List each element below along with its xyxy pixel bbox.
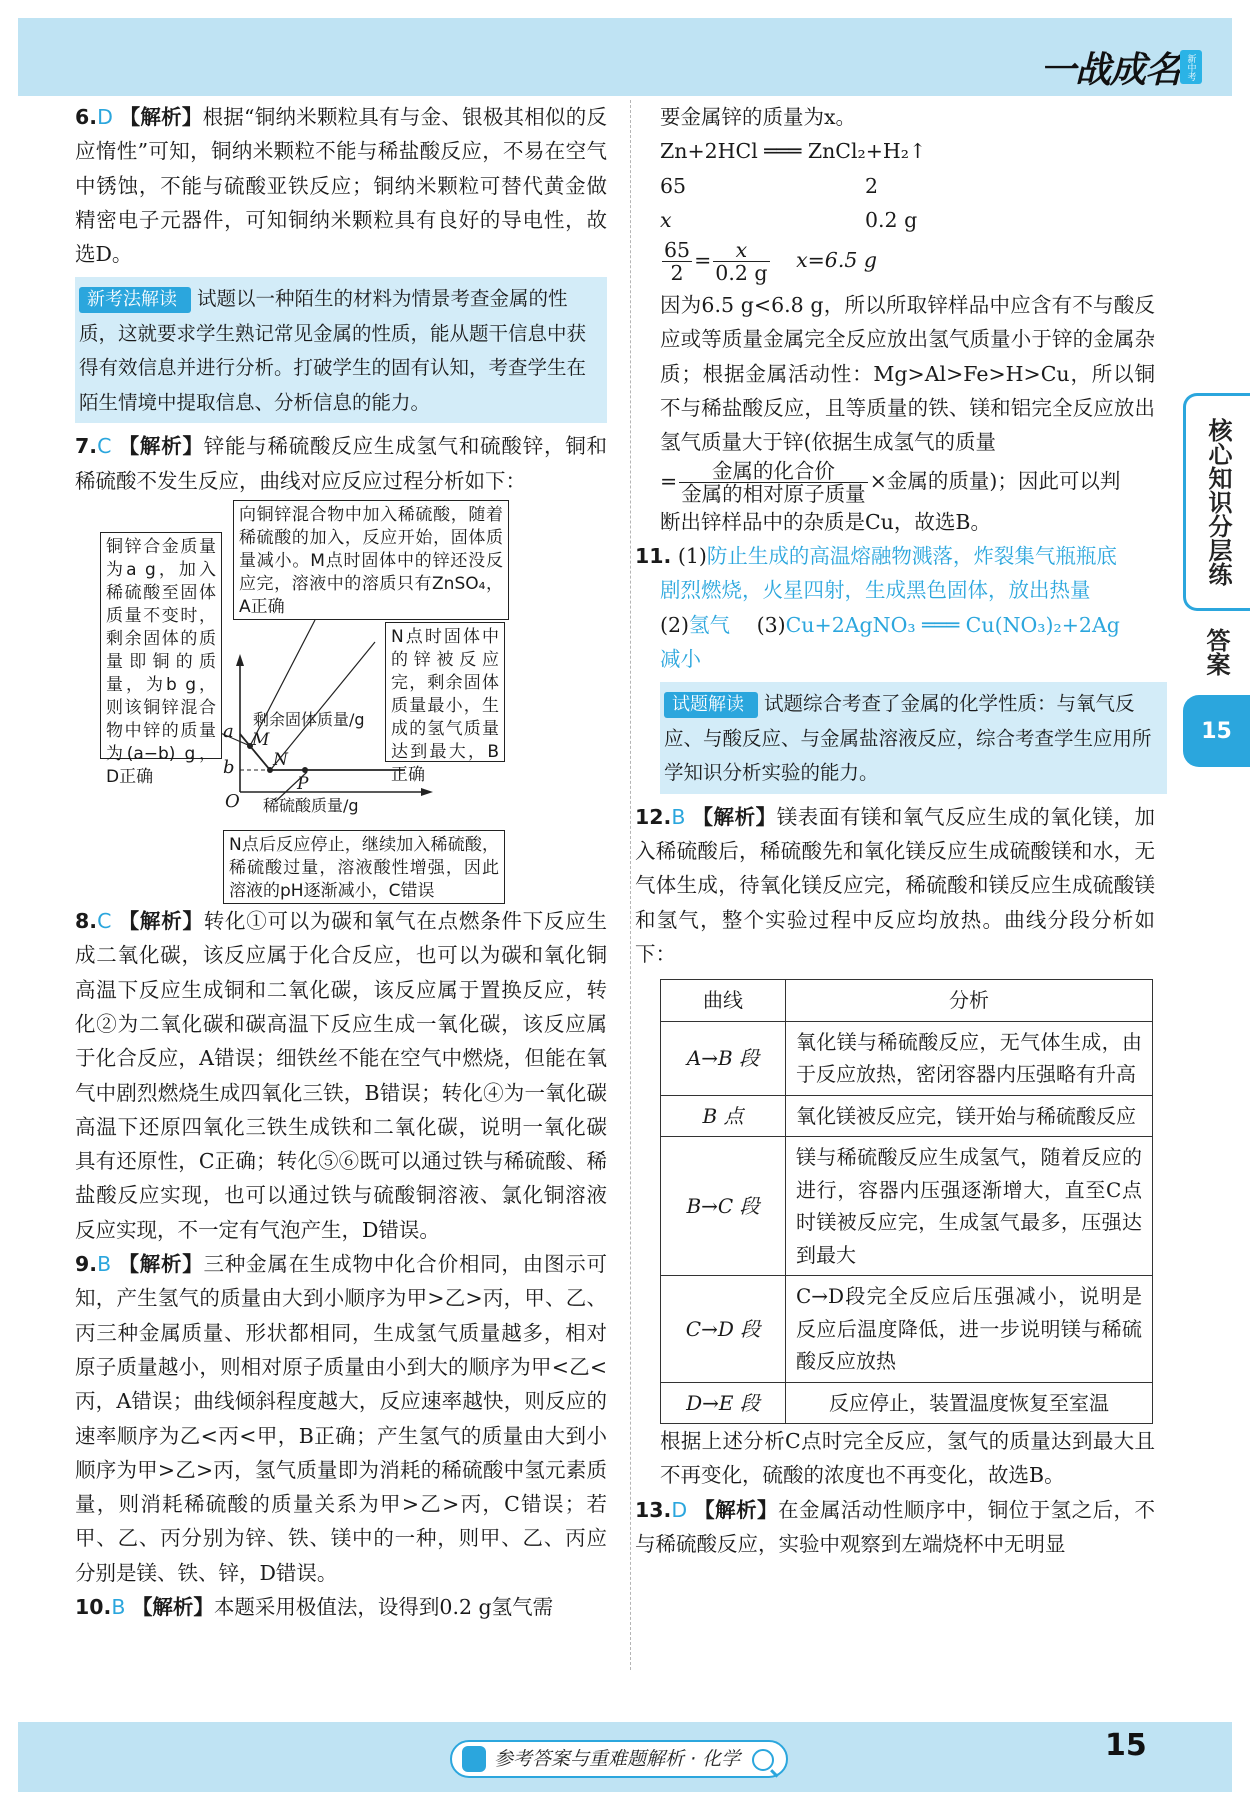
table-row: B→C 段 镁与稀硫酸反应生成氢气，随着反应的进行，容器内压强逐渐增大，直至C点时镁被反应完，生成氢气最多，压强达到最大 xyxy=(661,1137,1153,1276)
label-p: P xyxy=(297,774,309,795)
analysis-formula: = $\frac{\text{金属的化合价}}{\text{金属的相对原子质量}}$ ×金属的质量)；因此可以判 xyxy=(660,458,1121,506)
brand-logo: 一战成名 xyxy=(1039,50,1180,91)
left-column xyxy=(75,100,607,1624)
new-exam-label: 新考法解读 xyxy=(79,287,191,313)
equation: Zn+2HCl ═══ ZnCl₂+H₂↑ xyxy=(660,139,927,164)
question-13: 13.D 【解析】在金属活动性顺序中，铜位于氢之后，不与稀硫酸反应，实验中观察到左端烧杯中无明显 xyxy=(635,1497,1156,1557)
note-box-bottom-wrapper xyxy=(223,757,503,832)
table-row: A→B 段 氧化镁与稀硫酸反应，无气体生成，由于反应放热，密闭容器内压强略有升高 xyxy=(661,1021,1153,1095)
analysis-text-1: 因为6.5 g<6.8 g，所以所取锌样品中应含有不与酸反应或等质量金属完全反应放出氢气质量小于锌的金属杂质；根据金属活动性：Mg>Al>Fe>H>Cu，所以铜不与稀盐酸反应，且等质量的铁、镁和铝完全反应放出氢气质量大于锌(依据生成氢气的质量 xyxy=(660,293,1155,455)
fraction-x: $\frac{x}{0.2 g}$ xyxy=(715,238,768,286)
note-box-bottom: N点后反应停止，继续加入稀硫酸，稀硫酸过量，溶液酸性增强，因此溶液的pH逐渐减小，C错误 xyxy=(223,830,505,904)
test-reading-box: 试题解读 试题综合考查了金属的化学性质：与氧气反应、与酸反应、与金属盐溶液反应，综合考查学生应用所学知识分析实验的能力。 xyxy=(660,682,1167,794)
right-column xyxy=(635,100,1156,1561)
logo-badge: 新中考 xyxy=(1180,50,1202,84)
table-header-row: 曲线 分析 xyxy=(661,980,1153,1022)
label-n: N xyxy=(273,750,288,771)
note-box-right: N点时固体中的锌被反应完，剩余固体质量最小，生成的氢气质量达到最大，B正确 xyxy=(385,622,505,762)
book-logo-icon xyxy=(462,1746,486,1772)
equation-row-2: x 0.2 g xyxy=(660,207,918,232)
q7-diagram xyxy=(75,502,607,842)
note-box-top: 向铜锌混合物中加入稀硫酸，随着稀硫酸的加入，反应开始，固体质量减小。M点时固体中的锌还没反应完，溶液中的溶质只有ZnSO₄，A正确 xyxy=(233,500,509,620)
answer-tab[interactable]: 答案 xyxy=(1183,614,1250,690)
question-6: 6.D 【解析】根据“铜纳米颗粒具有与金、银极其相似的反应惰性”可知，铜纳米颗粒不能与稀盐酸反应，不易在空气中锈蚀，不能与硫酸亚铁反应；铜纳米颗粒可替代黄金做精密电子元器件，可知铜纳米颗粒具有良好的导电性，故选D。 xyxy=(75,105,607,267)
curve-analysis-table xyxy=(660,979,1153,1424)
equation-row-1: 65 2 xyxy=(660,173,879,198)
q10-continued: 要金属锌的质量为x。 xyxy=(660,105,857,129)
question-7: 7.C 【解析】锌能与稀硫酸反应生成氢气和硫酸锌，铜和稀硫酸不发生反应，曲线对应反应过程分析如下： xyxy=(75,434,607,493)
table-row: D→E 段 反应停止，装置温度恢复至室温 xyxy=(661,1382,1153,1424)
search-icon xyxy=(752,1749,774,1771)
table-row: C→D 段 C→D段完全反应后压强减小，说明是反应后温度降低，进一步说明镁与稀硫酸反应放热 xyxy=(661,1276,1153,1383)
test-reading-label: 试题解读 xyxy=(664,692,758,718)
fraction-65-2: $\frac{65}{2}$ xyxy=(664,238,691,286)
page-tab[interactable]: 15 xyxy=(1183,695,1250,767)
ratio-equation: $\frac{65}{2}$ = $\frac{x}{0.2 g}$ x=6.5 g xyxy=(664,238,878,286)
new-exam-reading-box: 新考法解读 试题以一种陌生的材料为情景考查金属的性质，这就要求学生熟记常见金属的性质，能从题干信息中获得有效信息并进行分析。打破学生的固有认知，考查学生在陌生情境中提取信息、分析信息的能力。 xyxy=(75,277,607,423)
y-axis-label: 剩余固体质量/g xyxy=(253,710,365,730)
label-o: O xyxy=(225,791,240,813)
label-a: a xyxy=(223,721,234,743)
y-axis-arrow xyxy=(236,654,244,666)
question-9: 9.B 【解析】三种金属在生成物中化合价相同，由图示可知，产生氢气的质量由大到小顺序为甲>乙>丙，甲、乙、丙三种金属质量、形状都相同，生成氢气质量越多，相对原子质量越小，则相对原子质量由小到大的顺序为甲<乙<丙，A错误；曲线倾斜程度越大，反应速率越快，则反应的速率顺序为乙<丙<甲，B正确；产生氢气的质量由大到小顺序为甲>乙>丙，氢气质量即为消耗的稀硫酸中氢元素质量，则消耗稀硫酸的质量关系为甲>乙>丙，C错误；若甲、乙、丙分别为锌、铁、镁中的一种，则甲、乙、丙应分别是镁、铁、锌，D错误。 xyxy=(75,1252,607,1585)
table-row: B 点 氧化镁被反应完，镁开始与稀硫酸反应 xyxy=(661,1095,1153,1137)
question-12: 12.B 【解析】镁表面有镁和氧气反应生成的氧化镁，加入稀硫酸后，稀硫酸先和氧化镁反应生成硫酸镁和水，无气体生成，待氧化镁反应完，稀硫酸和镁反应生成硫酸镁和氢气，整个实验过程中反应均放热。曲线分段分析如下： xyxy=(635,804,1156,966)
question-8: 8.C 【解析】转化①可以为碳和氧气在点燃条件下反应生成二氧化碳，该反应属于化合反应，也可以为碳和氧化铜高温下反应生成铜和二氧化碳，该反应属于置换反应，转化②为二氧化碳和碳高温下反应生成一氧化碳，该反应属于化合反应，A错误；细铁丝不能在空气中燃烧，但能在氧气中剧烈燃烧生成四氧化三铁，B错误；转化④为一氧化碳高温下还原四氧化三铁生成铁和二氧化碳，说明一氧化碳具有还原性，C正确；转化⑤⑥既可以通过铁与稀硫酸、稀盐酸反应实现，也可以通过铁与硫酸铜溶液、氯化铜溶液反应实现，不一定有气泡产生，D错误。 xyxy=(75,909,607,1242)
question-11: 11. (1)防止生成的高温熔融物溅落，炸裂集气瓶瓶底 xyxy=(635,543,1117,568)
analysis-text-3: 断出锌样品中的杂质是Cu，故选B。 xyxy=(660,509,991,534)
footer-title-pill: 参考答案与重难题解析 · 化学 xyxy=(450,1740,788,1778)
q11-answer-4: 减小 xyxy=(660,646,701,671)
column-divider xyxy=(630,100,631,1670)
fraction-valence: $\frac{\text{金属的化合价}}{\text{金属的相对原子质量}}$ xyxy=(681,458,866,506)
q11-answer-2-3: (2)氢气 (3)Cu+2AgNO₃ ═══ Cu(NO₃)₂+2Ag xyxy=(660,612,1120,637)
q12-conclusion: 根据上述分析C点时完全反应，氢气的质量达到最大且不再变化，硫酸的浓度也不再变化，故选B。 xyxy=(660,1429,1155,1488)
page-number: 15 xyxy=(1105,1728,1147,1763)
x-axis-label: 稀硫酸质量/g xyxy=(263,796,359,816)
section-tab[interactable]: 核心知识分层练 xyxy=(1183,393,1250,611)
label-m: M xyxy=(252,730,270,751)
note-box-left: 铜锌合金质量为a g，加入稀硫酸至固体质量不变时，剩余固体的质量即铜的质量，为b g，则该铜锌混合物中锌的质量为(a−b) g，D正确 xyxy=(100,532,222,759)
q11-answer-1b: 剧烈燃烧，火星四射，生成黑色固体，放出热量 xyxy=(660,578,1091,603)
label-b: b xyxy=(223,757,235,779)
question-10: 10.B 【解析】本题采用极值法，设得到0.2 g氢气需 xyxy=(75,1595,554,1620)
